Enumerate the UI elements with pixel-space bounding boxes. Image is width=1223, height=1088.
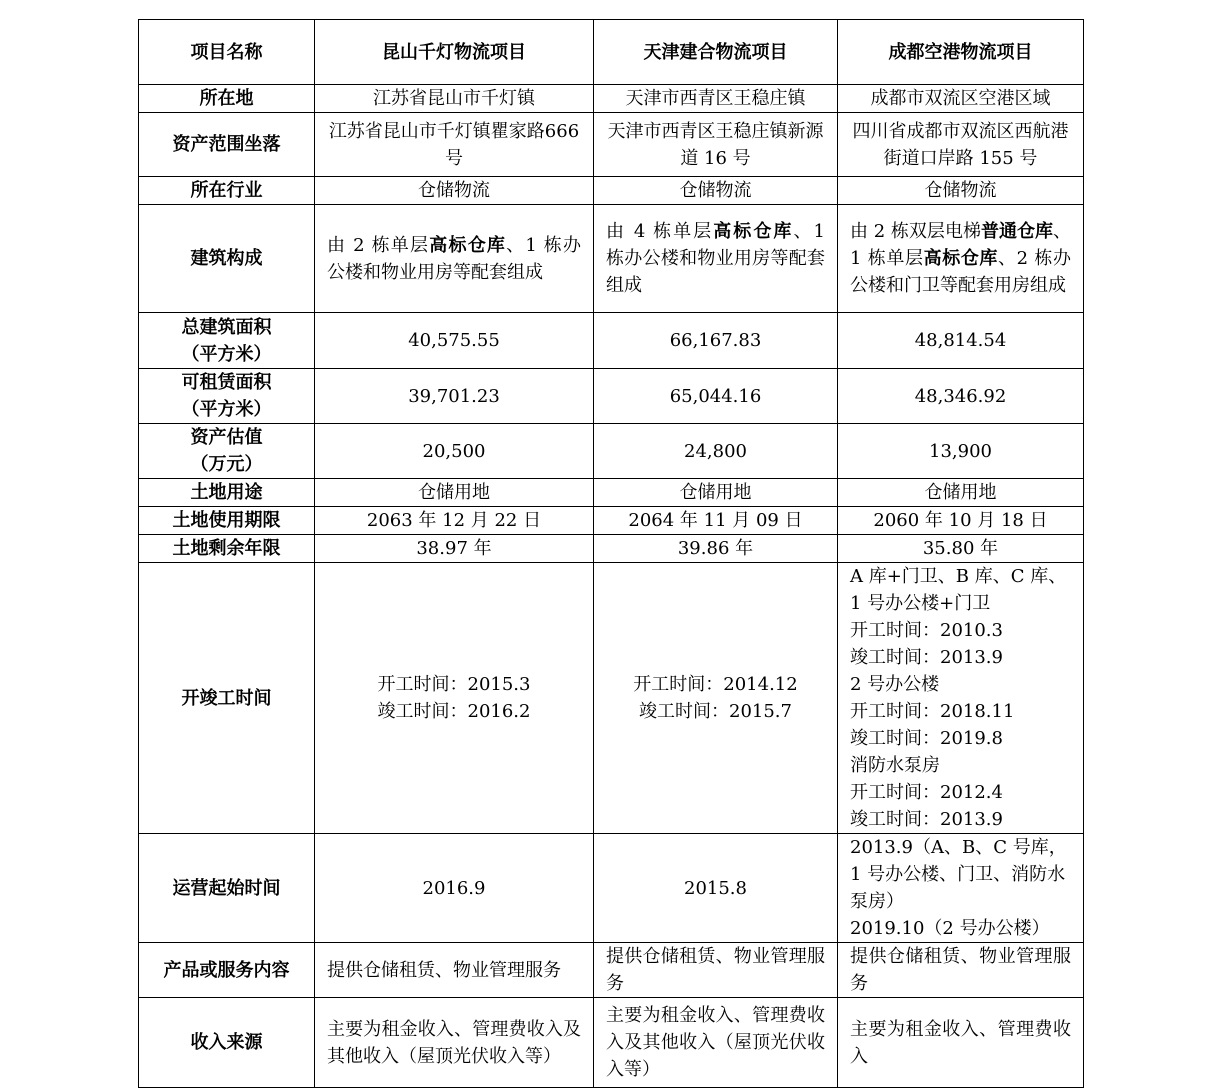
cell-tianjin: 65,044.16 [594,369,838,424]
row-label [139,424,315,479]
row-land-remaining [139,535,1084,563]
row-valuation [139,424,1084,479]
header-kunshan: 昆山千灯物流项目 [315,20,594,85]
row-label: 运营起始时间 [139,834,315,943]
cell-chengdu: 35.80 年 [838,535,1084,563]
cell-tianjin [594,205,838,313]
cell-chengdu: 13,900 [838,424,1084,479]
cell-chengdu: 2060 年 10 月 18 日 [838,507,1084,535]
text-part: 、1 栋单层 [850,221,1071,269]
cell-tianjin: 天津市西青区王稳庄镇 [594,85,838,113]
label-line: 资产估值 [190,427,263,448]
text-part: 由 4 栋单层 [606,221,714,242]
row-construction [139,563,1084,834]
text-part: 、1 栋办公楼和物业用房等配套组成 [606,221,825,296]
cell-kunshan [315,205,594,313]
cell-tianjin: 主要为租金收入、管理费收入及其他收入（屋顶光伏收入等） [594,998,838,1088]
label-line: 可租赁面积 [181,372,272,393]
row-land-term [139,507,1084,535]
cell-tianjin: 2015.8 [594,834,838,943]
cell-tianjin: 24,800 [594,424,838,479]
cell-tianjin: 66,167.83 [594,313,838,369]
row-label: 收入来源 [139,998,315,1088]
row-label [139,369,315,424]
cell-chengdu: 成都市双流区空港区域 [838,85,1084,113]
cell-chengdu: 提供仓储租赁、物业管理服务 [838,943,1084,998]
row-label: 土地剩余年限 [139,535,315,563]
row-building [139,205,1084,313]
cell-chengdu: 48,814.54 [838,313,1084,369]
text-part: 、1 栋办公楼和物业用房等配套组成 [327,234,582,283]
cell-kunshan: 40,575.55 [315,313,594,369]
cell-chengdu: 主要为租金收入、管理费收入 [838,998,1084,1088]
text-part: 、2 栋办公楼和门卫等配套用房组成 [850,248,1071,296]
row-income [139,998,1084,1088]
row-label: 资产范围坐落 [139,113,315,177]
header-row [139,20,1084,85]
cell-tianjin: 39.86 年 [594,535,838,563]
cell-kunshan: 38.97 年 [315,535,594,563]
cell-kunshan: 20,500 [315,424,594,479]
cell-kunshan: 2063 年 12 月 22 日 [315,507,594,535]
cell-kunshan: 主要为租金收入、管理费收入及其他收入（屋顶光伏收入等） [315,998,594,1088]
cell-chengdu [838,205,1084,313]
row-location [139,85,1084,113]
cell-kunshan: 39,701.23 [315,369,594,424]
label-unit: （平方米） [181,343,272,365]
row-label: 土地使用期限 [139,507,315,535]
cell-kunshan: 仓储物流 [315,177,594,205]
cell-tianjin: 2064 年 11 月 09 日 [594,507,838,535]
row-services [139,943,1084,998]
cell-chengdu: 四川省成都市双流区西航港街道口岸路 155 号 [838,113,1084,177]
row-label: 土地用途 [139,479,315,507]
project-comparison-table [138,19,1084,1088]
row-label [139,313,315,369]
text-bold: 高标仓库 [713,221,794,242]
label-unit: （万元） [190,454,263,475]
row-rentable-area [139,369,1084,424]
text-bold: 高标仓库 [429,234,507,256]
cell-tianjin: 开工时间：2014.12 竣工时间：2015.7 [594,563,838,834]
cell-tianjin: 天津市西青区王稳庄镇新源道 16 号 [594,113,838,177]
header-chengdu: 成都空港物流项目 [838,20,1084,85]
row-address [139,113,1084,177]
header-label-cell: 项目名称 [139,20,315,85]
cell-kunshan: 江苏省昆山市千灯镇瞿家路666 号 [315,113,594,177]
cell-chengdu: 仓储用地 [838,479,1084,507]
cell-chengdu: 48,346.92 [838,369,1084,424]
cell-chengdu: A 库+门卫、B 库、C 库、1 号办公楼+门卫 开工时间：2010.3 竣工时间：2013.9 2 号办公楼 开工时间：2018.11 竣工时间：2019.8 消防水泵房 开工时间：2012.4 竣工时间：2013.9 [838,563,1084,834]
cell-tianjin: 仓储物流 [594,177,838,205]
row-label: 所在行业 [139,177,315,205]
cell-kunshan: 开工时间：2015.3 竣工时间：2016.2 [315,563,594,834]
text-bold: 高标仓库 [923,248,999,269]
cell-kunshan: 仓储用地 [315,479,594,507]
row-industry [139,177,1084,205]
row-total-area [139,313,1084,369]
row-label: 所在地 [139,85,315,113]
row-label: 开竣工时间 [139,563,315,834]
row-label: 建筑构成 [139,205,315,313]
cell-tianjin: 提供仓储租赁、物业管理服务 [594,943,838,998]
cell-chengdu: 仓储物流 [838,177,1084,205]
text-part: 由 2 栋单层 [327,234,430,256]
cell-kunshan: 2016.9 [315,834,594,943]
cell-kunshan: 提供仓储租赁、物业管理服务 [315,943,594,998]
header-tianjin: 天津建合物流项目 [594,20,838,85]
row-label: 产品或服务内容 [139,943,315,998]
text-part: 由 2 栋双层电梯 [850,221,981,242]
row-land-use [139,479,1084,507]
row-operation-start [139,834,1084,943]
cell-kunshan: 江苏省昆山市千灯镇 [315,85,594,113]
text-bold: 普通仓库 [980,221,1053,242]
cell-tianjin: 仓储用地 [594,479,838,507]
label-line: 总建筑面积 [181,316,272,338]
cell-chengdu: 2013.9（A、B、C 号库，1 号办公楼、门卫、消防水泵房） 2019.10（2 号办公楼） [838,834,1084,943]
label-unit: （平方米） [181,399,272,420]
